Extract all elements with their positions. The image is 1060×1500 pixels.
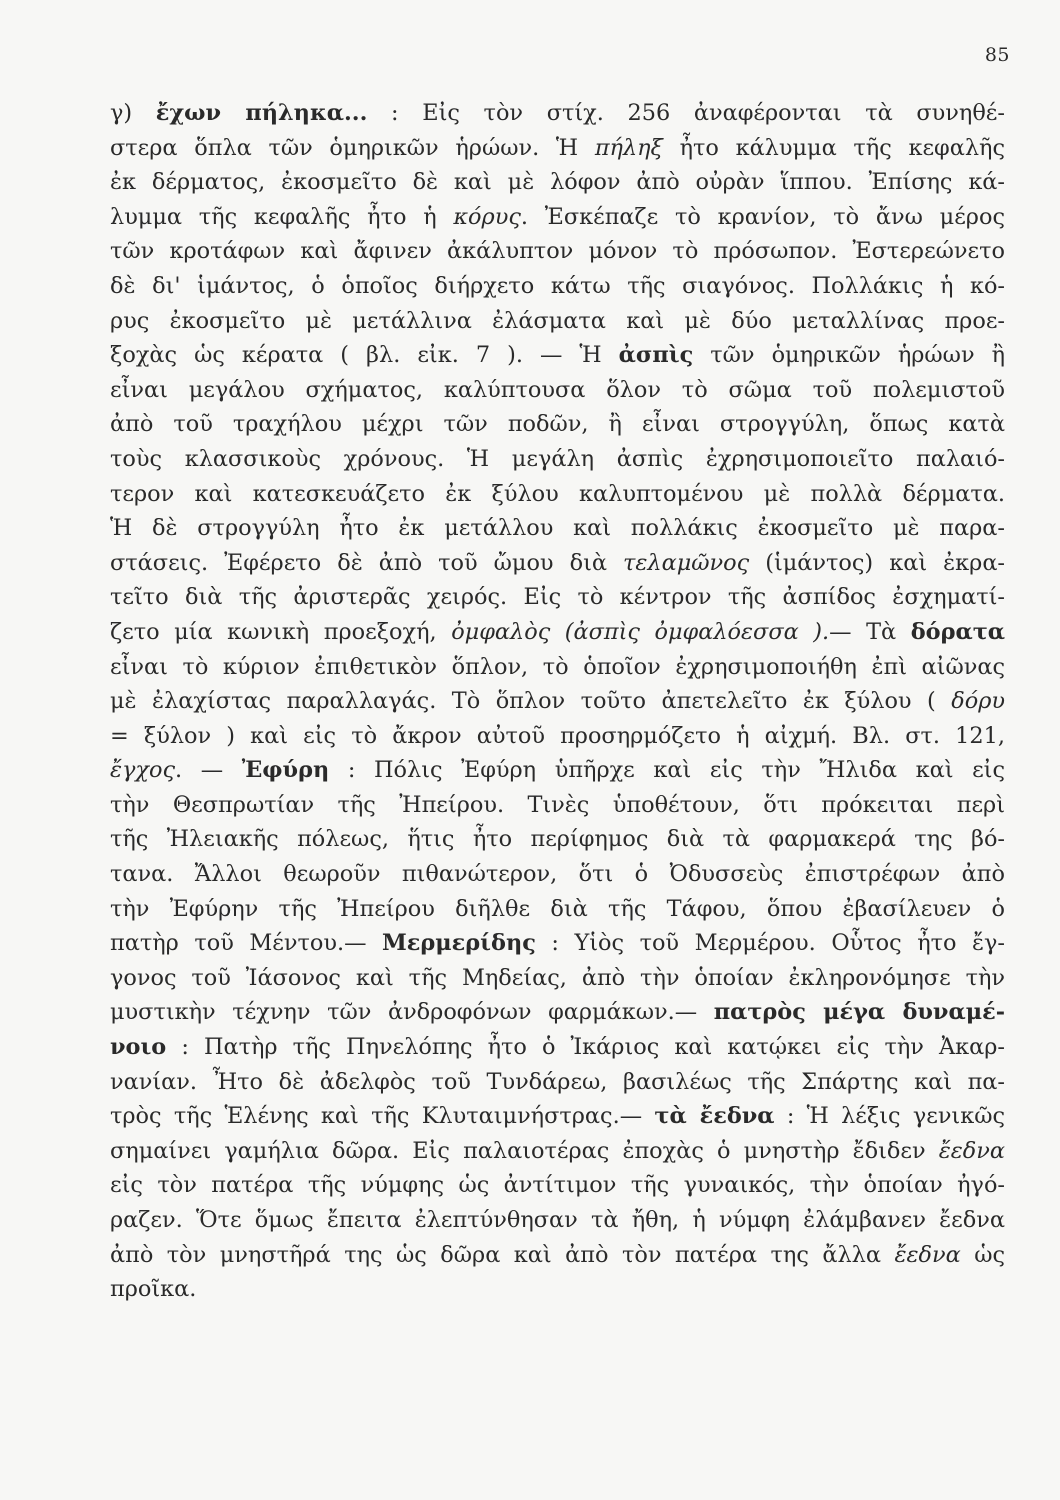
bold-term: Ἐφύρη [241,757,330,784]
text-segment: . — [175,757,242,784]
text-segment: τὴν Ἐφύρην τῆς Ἠπείρου διῆλθε διὰ τῆς Τάφου, ὅπου ἐβασίλευεν ὁ [110,895,1005,922]
text-segment: σημαίνει γαμήλια δῶρα. Εἰς παλαιοτέρας ἐποχὰς ὁ μνηστὴρ ἔδιδεν [110,1137,939,1164]
text-line [110,788,1005,823]
body-text [110,96,1005,1307]
text-line [110,719,1005,754]
text-line [110,1238,1005,1273]
text-line [110,650,1005,685]
text-segment: στάσεις. Ἐφέρετο δὲ ἀπὸ τοῦ ὤμου διὰ [110,549,624,576]
text-line [110,822,1005,857]
bold-term: πατρὸς μέγα δυναμέ- [713,999,1005,1026]
text-segment: : Ἡ λέξις γενικῶς [774,1103,1005,1130]
text-line [110,1168,1005,1203]
text-segment: : Πατὴρ τῆς Πηνελόπης ἦτο ὁ Ἰκάριος καὶ κατῴκει εἰς τὴν Ἀκαρ- [166,1034,1005,1061]
text-segment: ἦτο κάλυμμα τῆς κεφαλῆς [662,134,1005,161]
text-line [110,926,1005,961]
text-line [110,961,1005,996]
text-line [110,1030,1005,1065]
text-segment: ραζεν. Ὅτε ὅμως ἔπειτα ἐλεπτύνθησαν τὰ ἤθη, ἡ νύμφη ἐλάμβανεν ἔεδνα [110,1207,1005,1233]
text-segment: ἀπὸ τοῦ τραχήλου μέχρι τῶν ποδῶν, ἢ εἶναι στρογγύλη, ὅπως κατὰ [110,411,1005,438]
italic-term: κόρυς [453,203,521,230]
text-line [110,269,1005,304]
text-segment: γονος τοῦ Ἰάσονος καὶ τῆς Μηδείας, ἀπὸ τὴν ὁποίαν ἐκληρονόμησε τὴν [110,964,1005,991]
text-segment: (ἱμάντος) καὶ ἐκρα- [749,549,1005,576]
text-segment: εἶναι μεγάλου σχήματος, καλύπτουσα ὅλον τὸ σῶμα τοῦ πολεμιστοῦ [110,376,1005,403]
italic-term: ἔεδνα [894,1241,961,1268]
text-line [110,511,1005,546]
bold-term: τὰ ἔεδνα [654,1103,775,1130]
text-line [110,1099,1005,1134]
text-line [110,234,1005,269]
text-segment: τοὺς κλασσικοὺς χρόνους. Ἡ μεγάλη ἀσπὶς ἐχρησιμοποιεῖτο παλαιό- [110,445,1005,472]
bold-term: δόρατα [910,618,1005,645]
text-segment: τρὸς τῆς Ἑλένης καὶ τῆς Κλυταιμνήστρας.— [110,1103,655,1130]
text-segment: ἐκ δέρματος, ἐκοσμεῖτο δὲ καὶ μὲ λόφον ἀπὸ οὐρὰν ἵππου. Ἐπίσης κά- [110,169,1005,196]
text-line [110,200,1005,235]
text-segment: στερα ὅπλα τῶν ὁμηρικῶν ἡρώων. Ἡ [110,134,595,161]
text-line [110,1203,1005,1238]
bold-term: ἔχων πήληκα... [155,100,368,126]
text-segment: τερον καὶ κατεσκευάζετο ἐκ ξύλου καλυπτομένου μὲ πολλὰ δέρματα. [110,480,1005,507]
text-line [110,442,1005,477]
text-segment: . Ἐσκέπαζε τὸ κρανίον, τὸ ἄνω μέρος [520,203,1005,230]
text-segment: ζετο μία κωνικὴ προεξοχή, [110,618,452,645]
italic-term: πήληξ [594,134,663,161]
text-segment: λυμμα τῆς κεφαλῆς ἦτο ἡ [110,203,454,230]
italic-term: ὀμφαλὸς (ἀσπὶς ὀμφαλόεσσα ). [451,618,830,645]
text-segment: τεῖτο διὰ τῆς ἀριστερᾶς χειρός. Εἰς τὸ κέντρον τῆς ἀσπίδος ἐσχηματί- [110,584,1005,611]
text-segment: ρυς ἐκοσμεῖτο μὲ μετάλλινα ἐλάσματα καὶ μὲ δύο μεταλλίνας προε- [110,307,1005,334]
text-line [110,338,1005,373]
text-line [110,995,1005,1030]
bold-term: ἀσπὶς [618,342,694,369]
text-line [110,892,1005,927]
text-segment: μυστικὴν τέχνην τῶν ἀνδροφόνων φαρμάκων.— [110,999,714,1026]
text-segment: γ) [110,100,156,126]
text-segment: = ξύλον ) καὶ εἰς τὸ ἄκρον αὐτοῦ προσηρμόζετο ἡ αἰχμή. Βλ. στ. 121, [110,722,1005,749]
italic-term: δόρυ [951,688,1005,715]
text-line [110,1065,1005,1100]
text-segment: τῶν κροτάφων καὶ ἄφινεν ἀκάλυπτον μόνον τὸ πρόσωπον. Ἐστερεώνετο [110,238,1005,265]
text-line [110,546,1005,581]
bold-term: Μερμερίδης [382,930,536,957]
text-segment: δὲ δι' ἱμάντος, ὁ ὁποῖος διήρχετο κάτω τῆς σιαγόνος. Πολλάκις ἡ κό- [110,272,1005,299]
text-segment: : Πόλις Ἐφύρη ὑπῆρχε καὶ εἰς τὴν Ἤλιδα καὶ εἰς [329,757,1005,784]
text-segment: ἀπὸ τὸν μνηστῆρά της ὡς δῶρα καὶ ἀπὸ τὸν πατέρα της ἄλλα [110,1241,895,1268]
text-segment: τῆς Ἠλειακῆς πόλεως, ἥτις ἦτο περίφημος διὰ τὰ φαρμακερά της βό- [110,826,1005,853]
italic-term: ἔεδνα [938,1137,1005,1164]
text-line [110,1134,1005,1169]
text-segment: προῖκα. [110,1276,197,1303]
text-line [110,96,1005,131]
text-segment: ὡς [960,1241,1005,1268]
text-segment: — Τὰ [829,618,911,645]
text-line [110,1272,1005,1307]
text-segment: νανίαν. Ἦτο δὲ ἀδελφὸς τοῦ Τυνδάρεω, βασιλέως τῆς Σπάρτης καὶ πα- [110,1068,1005,1095]
text-line [110,304,1005,339]
text-line [110,615,1005,650]
text-line [110,131,1005,166]
text-segment: πατὴρ τοῦ Μέντου.— [110,930,382,957]
text-segment: : Εἰς τὸν στίχ. 256 ἀναφέρονται τὰ συνηθέ- [367,100,1005,126]
text-line [110,165,1005,200]
text-line [110,580,1005,615]
text-line [110,684,1005,719]
text-segment: τὴν Θεσπρωτίαν τῆς Ἠπείρου. Τινὲς ὑποθέτουν, ὅτι πρόκειται περὶ [110,791,1005,818]
text-line [110,753,1005,788]
page-number: 85 [984,44,1010,66]
text-line [110,407,1005,442]
italic-term: ἔγχος [110,757,175,784]
text-segment: : Υἱὸς τοῦ Μερμέρου. Οὗτος ἦτο ἔγ- [535,930,1005,957]
bold-term: νοιο [110,1034,167,1061]
text-segment: τανα. Ἄλλοι θεωροῦν πιθανώτερον, ὅτι ὁ Ὀδυσσεὺς ἐπιστρέφων ἀπὸ [110,861,1005,888]
text-segment: τῶν ὁμηρικῶν ἡρώων ἢ [693,342,1005,369]
text-line [110,857,1005,892]
text-line [110,477,1005,512]
text-segment: ξοχὰς ὡς κέρατα ( βλ. εἰκ. 7 ). — Ἡ [110,342,619,369]
text-segment: μὲ ἐλαχίστας παραλλαγάς. Τὸ ὅπλον τοῦτο ἀπετελεῖτο ἐκ ξύλου ( [110,688,952,715]
italic-term: τελαμῶνος [623,549,750,576]
text-segment: εἶναι τὸ κύριον ἐπιθετικὸν ὅπλον, τὸ ὁποῖον ἐχρησιμοποιήθη ἐπὶ αἰῶνας [110,653,1005,680]
text-line [110,373,1005,408]
text-segment: Ἡ δὲ στρογγύλη ἦτο ἐκ μετάλλου καὶ πολλάκις ἐκοσμεῖτο μὲ παρα- [110,515,1005,542]
text-segment: εἰς τὸν πατέρα τῆς νύμφης ὡς ἀντίτιμον τῆς γυναικός, τὴν ὁποίαν ἠγό- [110,1172,1005,1199]
